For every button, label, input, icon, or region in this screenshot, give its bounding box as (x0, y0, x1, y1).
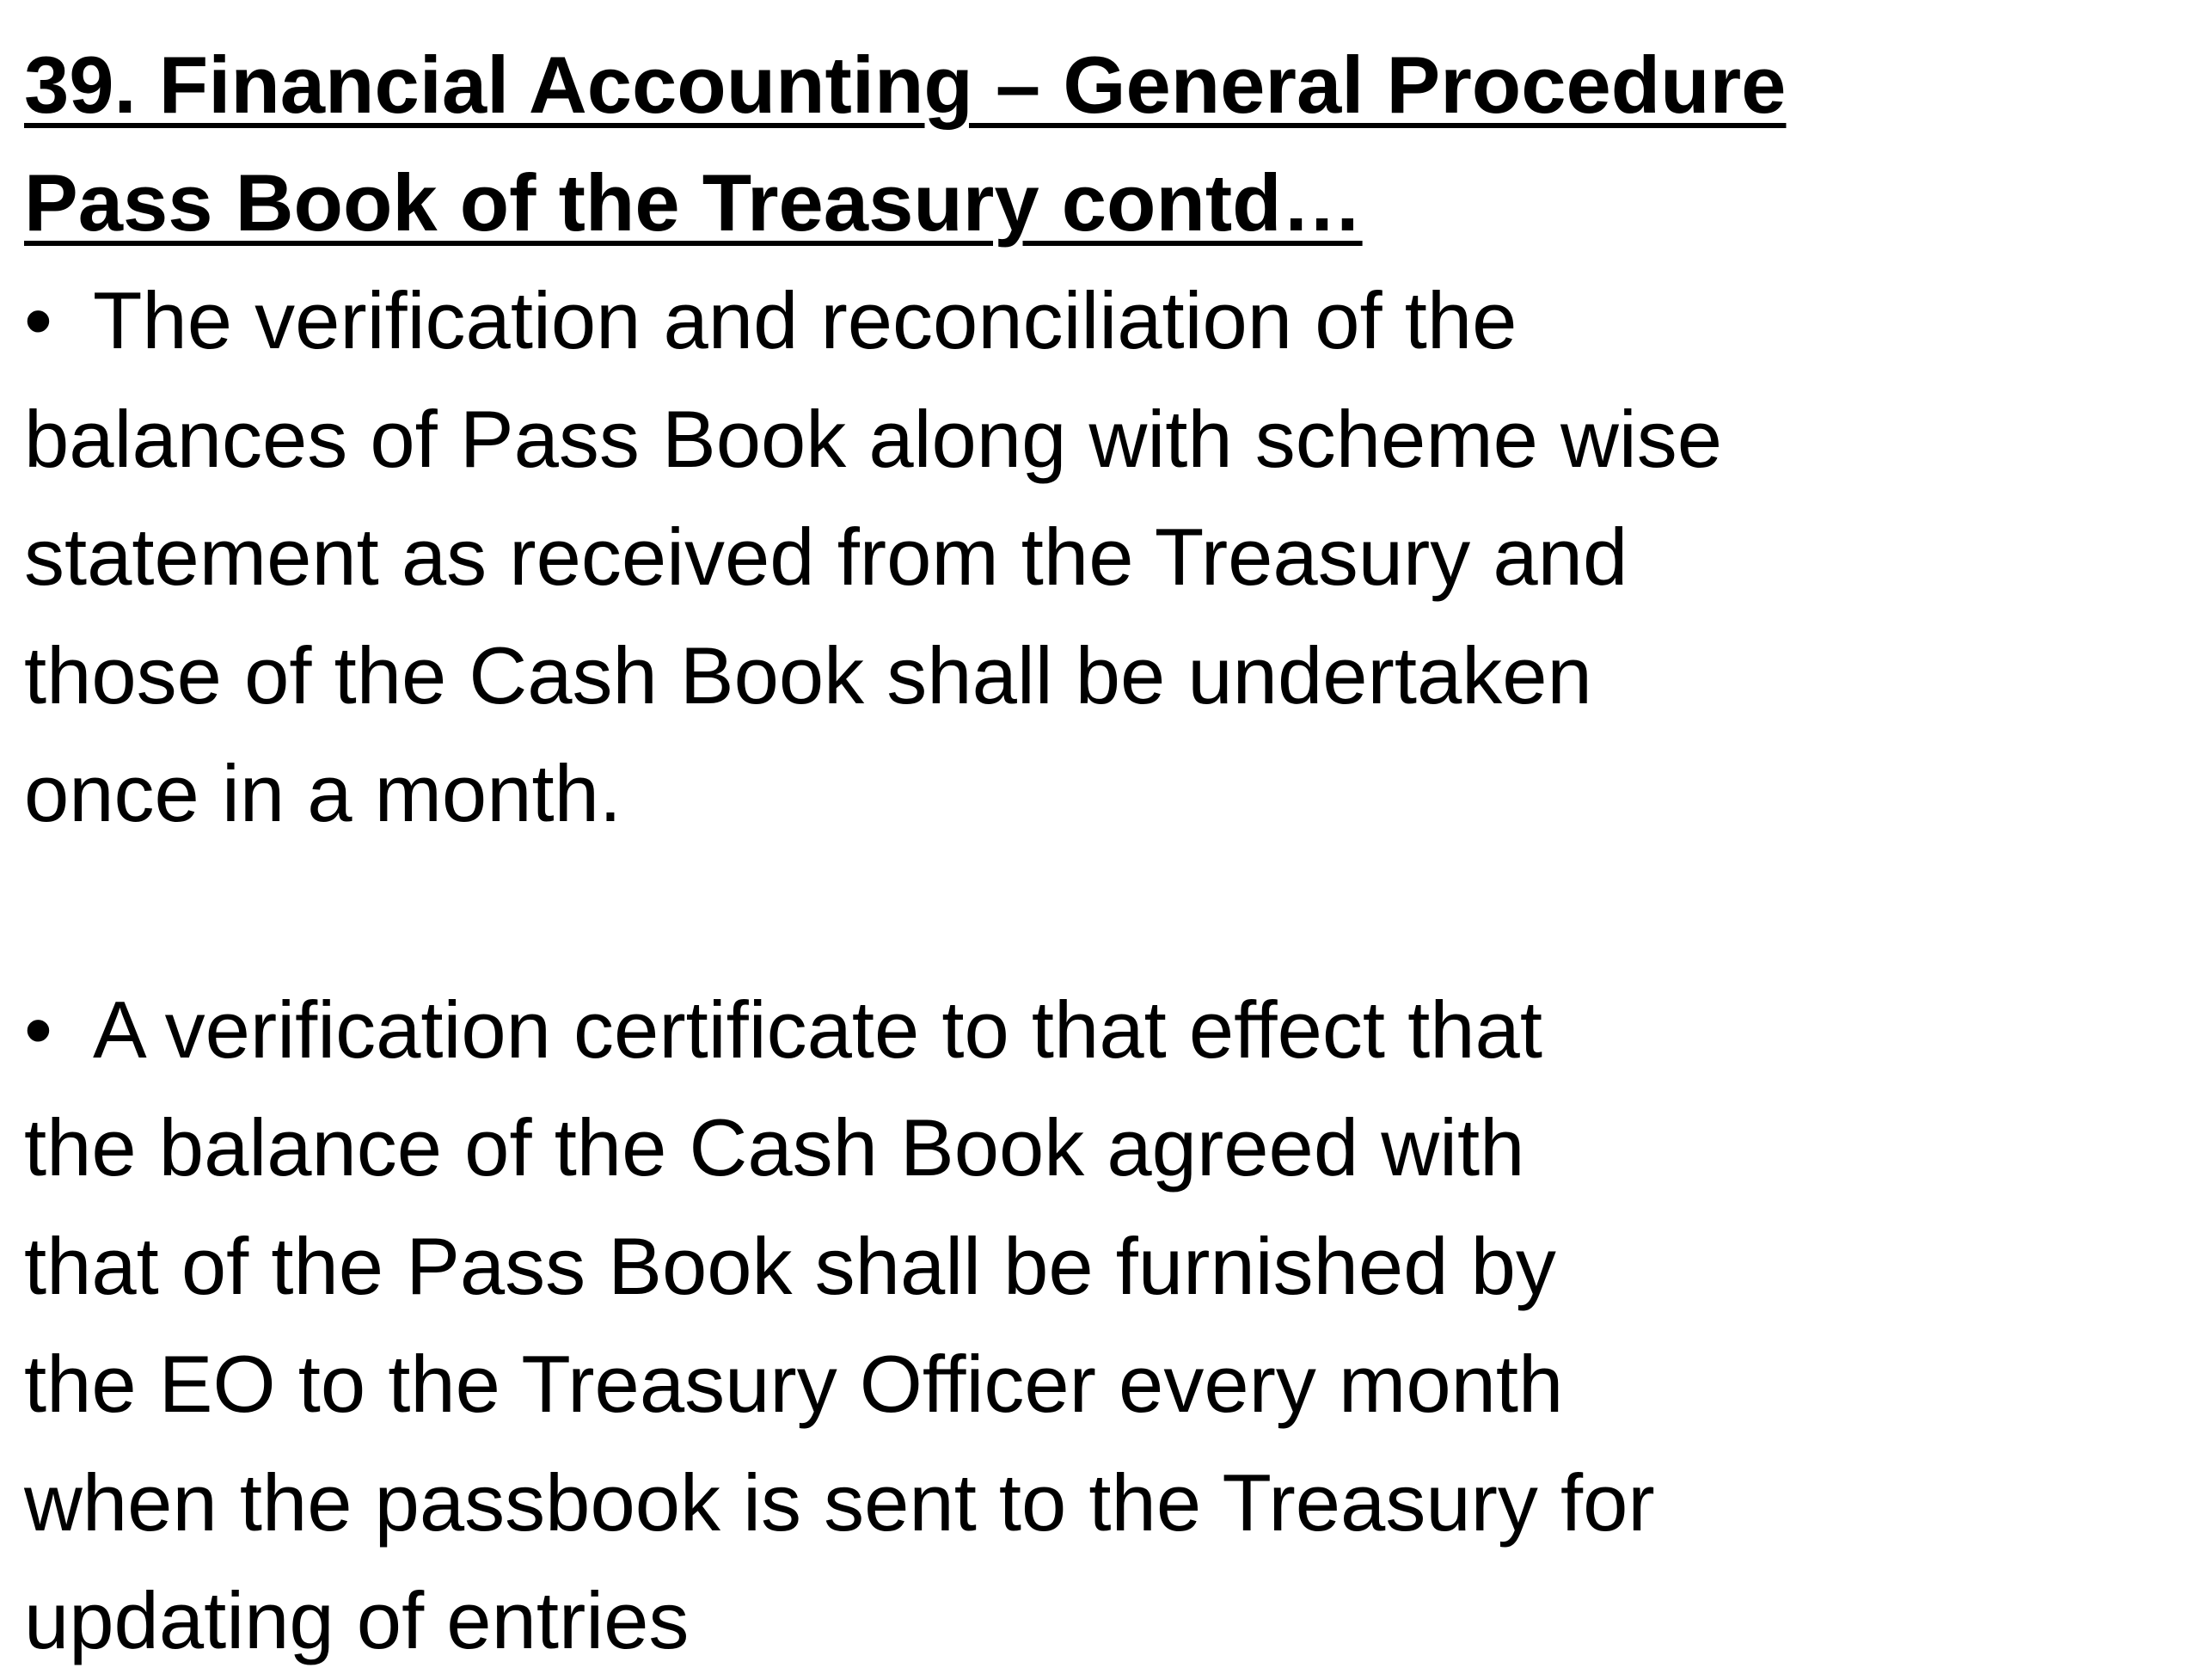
bullet-icon: • (24, 275, 52, 365)
bullet-line: once in a month. (24, 748, 622, 838)
bullet-line: when the passbook is sent to the Treasury for (24, 1456, 1655, 1548)
bullet-line: the EO to the Treasury Officer every month (24, 1339, 1564, 1429)
bullet-line (24, 971, 1898, 1089)
slide-subtitle: Pass Book of the Treasury contd… (24, 157, 1363, 248)
bullet-line: statement as received from the Treasury and (24, 512, 1628, 602)
bullet-line: that of the Pass Book shall be furnished by (24, 1220, 1556, 1311)
bullet-icon: • (24, 984, 52, 1075)
bullet-line: balances of Pass Book along with scheme wise (24, 393, 1723, 484)
bullet-text: The verification and reconciliation of the (93, 275, 1517, 365)
bullet-line: the balance of the Cash Book agreed with (24, 1102, 1525, 1193)
bullet-line: updating of entries (24, 1575, 690, 1665)
bullet-line: those of the Cash Book shall be undertaken (24, 629, 1592, 720)
bullet-line (24, 261, 1898, 380)
bullet-item (24, 261, 1898, 853)
slide-content (24, 26, 2173, 1680)
slide-title: 39. Financial Accounting – General Procedure (24, 40, 1787, 130)
bullet-text: A verification certificate to that effect that (93, 984, 1542, 1075)
bullet-item (24, 971, 1898, 1680)
